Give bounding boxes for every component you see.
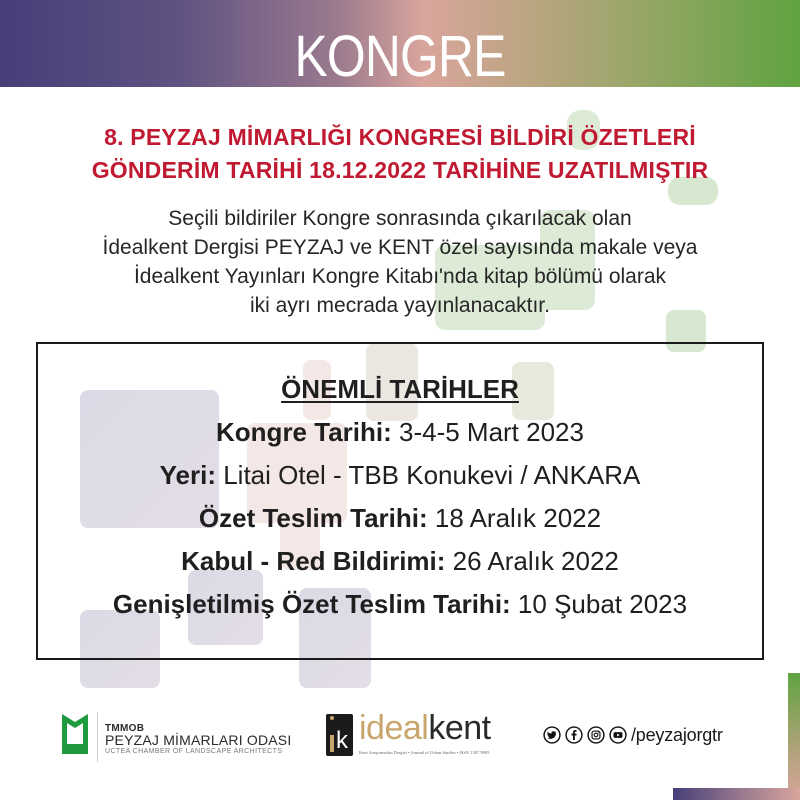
idealkent-subtitle: Kent Araştırmaları Dergisi • Journal of Urban Studies • ISSN 1307 9905 [359, 750, 490, 755]
date-item-abstract-deadline [36, 497, 764, 540]
date-value: 10 Şubat 2023 [510, 589, 688, 619]
date-value: 3-4-5 Mart 2023 [391, 417, 584, 447]
tmmob-logo [62, 712, 302, 764]
idealkent-ik-icon: k [326, 714, 353, 756]
intro-line: İdealkent Dergisi PEYZAJ ve KENT özel sayısında makale veya [102, 236, 698, 259]
corner-gradient-decoration [673, 673, 800, 800]
date-item-acceptance [36, 540, 764, 583]
tmmob-name: PEYZAJ MİMARLARI ODASI [105, 732, 292, 748]
tmmob-english-name: UCTEA CHAMBER OF LANDSCAPE ARCHITECTS [105, 748, 283, 755]
header-title: KONGRE [294, 26, 506, 87]
date-label: Kabul - Red Bildirimi: [181, 546, 446, 576]
date-item-extended-abstract [36, 583, 764, 626]
date-label: Genişletilmiş Özet Teslim Tarihi: [112, 589, 511, 619]
youtube-icon[interactable] [609, 726, 627, 744]
corner-gradient-vertical [788, 673, 800, 800]
headline [0, 121, 800, 187]
instagram-icon[interactable] [587, 726, 605, 744]
date-value: Litai Otel - TBB Konukevi / ANKARA [216, 460, 641, 490]
intro-line: iki ayrı mecrada yayınlanacaktır. [250, 294, 550, 317]
date-item-venue [36, 454, 764, 497]
date-label: Özet Teslim Tarihi: [198, 503, 428, 533]
intro-paragraph [0, 204, 800, 320]
important-dates-heading: ÖNEMLİ TARİHLER [281, 374, 519, 404]
facebook-icon[interactable] [565, 726, 583, 744]
logo-separator [97, 712, 98, 762]
headline-line-2: GÖNDERİM TARİHİ 18.12.2022 TARİHİNE UZATILMIŞTIR [91, 157, 709, 183]
headline-line-1: 8. PEYZAJ MİMARLIĞI KONGRESİ BİLDİRİ ÖZETLERİ [104, 124, 696, 150]
date-value: 26 Aralık 2022 [445, 546, 619, 576]
idealkent-logo [326, 709, 526, 762]
social-handle[interactable]: /peyzajorgtr [631, 724, 723, 745]
twitter-icon[interactable] [543, 726, 561, 744]
intro-line: İdealkent Yayınları Kongre Kitabı'nda kitap bölümü olarak [133, 265, 667, 288]
tmmob-title: TMMOB [105, 723, 145, 734]
date-value: 18 Aralık 2022 [427, 503, 602, 533]
idealkent-wordmark: idealkent [359, 709, 491, 747]
tmmob-book-icon [62, 714, 88, 754]
corner-gradient-horizontal [673, 788, 800, 800]
date-item-congress [36, 411, 764, 454]
date-label: Yeri: [159, 460, 216, 490]
important-dates-content [36, 368, 764, 626]
date-label: Kongre Tarihi: [216, 417, 392, 447]
intro-line: Seçili bildiriler Kongre sonrasında çıkarılacak olan [168, 207, 632, 230]
